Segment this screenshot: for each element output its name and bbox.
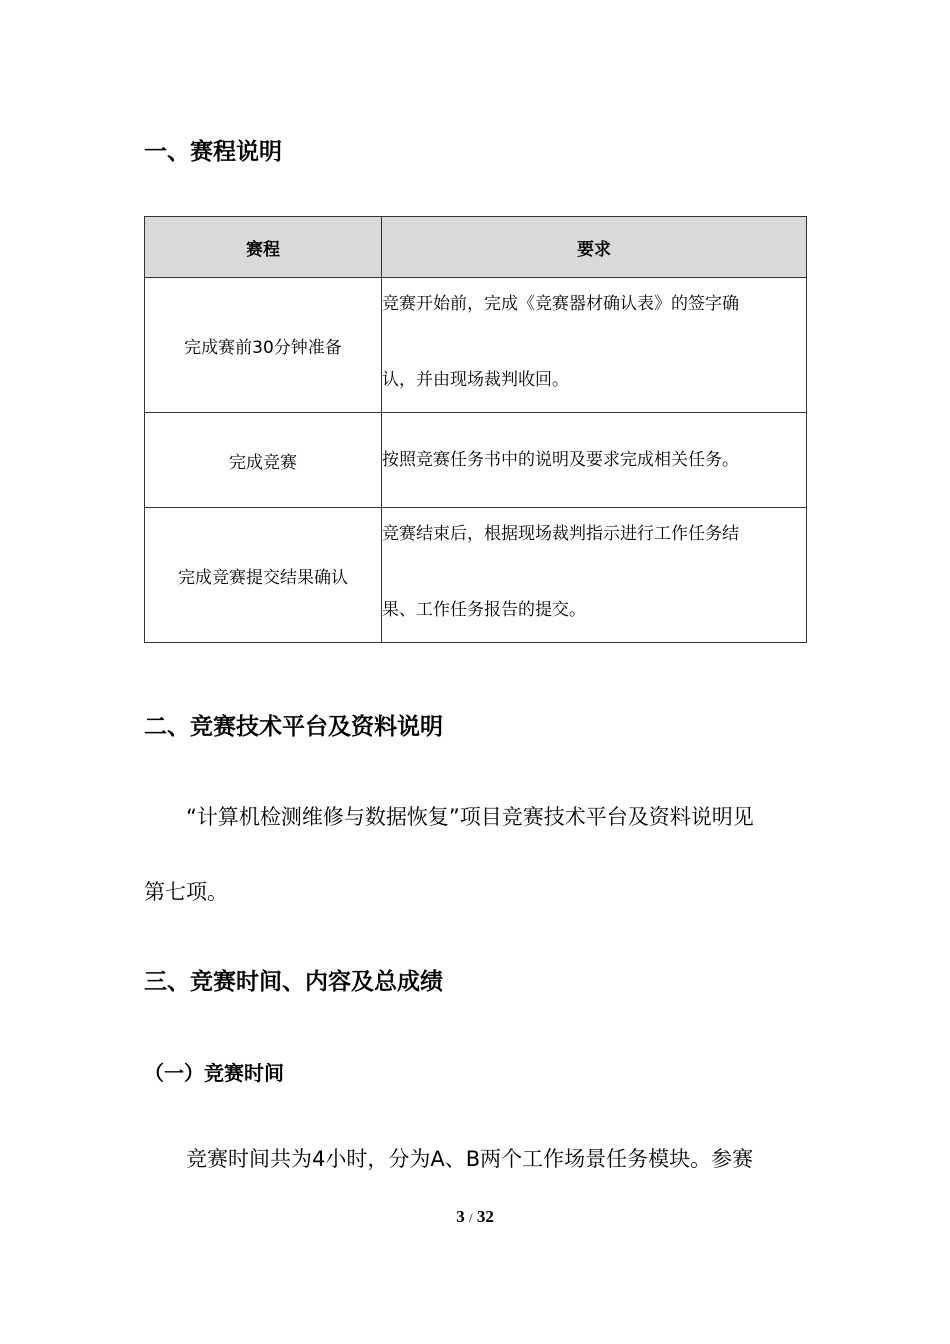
table-row [145, 278, 807, 413]
section-title-platform: 二、竞赛技术平台及资料说明 [144, 714, 443, 740]
table-row [145, 508, 807, 643]
page-total: 32 [476, 1207, 494, 1226]
page-current: 3 [456, 1207, 465, 1226]
requirement-line: 竞赛开始前，完成《竞赛器材确认表》的签字确 [382, 294, 739, 314]
section-title-time-content: 三、竞赛时间、内容及总成绩 [144, 969, 443, 995]
paragraph-line: “计算机检测维修与数据恢复”项目竞赛技术平台及资料说明见 [186, 805, 754, 829]
table-cell-requirement [382, 508, 807, 643]
requirement-line: 果、工作任务报告的提交。 [382, 600, 586, 620]
paragraph-line: 第七项。 [144, 880, 228, 904]
table-header-requirement: 要求 [382, 217, 807, 278]
table-cell-requirement [382, 278, 807, 413]
table-cell-stage: 完成竞赛提交结果确认 [145, 508, 382, 643]
page-separator: / [468, 1210, 473, 1225]
requirement-line: 认，并由现场裁判收回。 [382, 370, 569, 390]
table-cell-stage: 完成赛前30分钟准备 [145, 278, 382, 413]
requirement-line: 按照竞赛任务书中的说明及要求完成相关任务。 [382, 450, 739, 470]
subsection-title-time: （一）竞赛时间 [144, 1061, 284, 1085]
requirement-line: 竞赛结束后，根据现场裁判指示进行工作任务结 [382, 524, 739, 544]
table-cell-stage: 完成竞赛 [145, 413, 382, 508]
schedule-table [144, 216, 807, 643]
paragraph-line: 竞赛时间共为4小时，分为A、B两个工作场景任务模块。参赛 [186, 1147, 754, 1171]
table-cell-requirement [382, 413, 807, 508]
table-header-stage: 赛程 [145, 217, 382, 278]
table-header-row [145, 217, 807, 278]
table-row [145, 413, 807, 508]
page-number [0, 1207, 950, 1227]
section-title-schedule: 一、赛程说明 [144, 139, 282, 165]
